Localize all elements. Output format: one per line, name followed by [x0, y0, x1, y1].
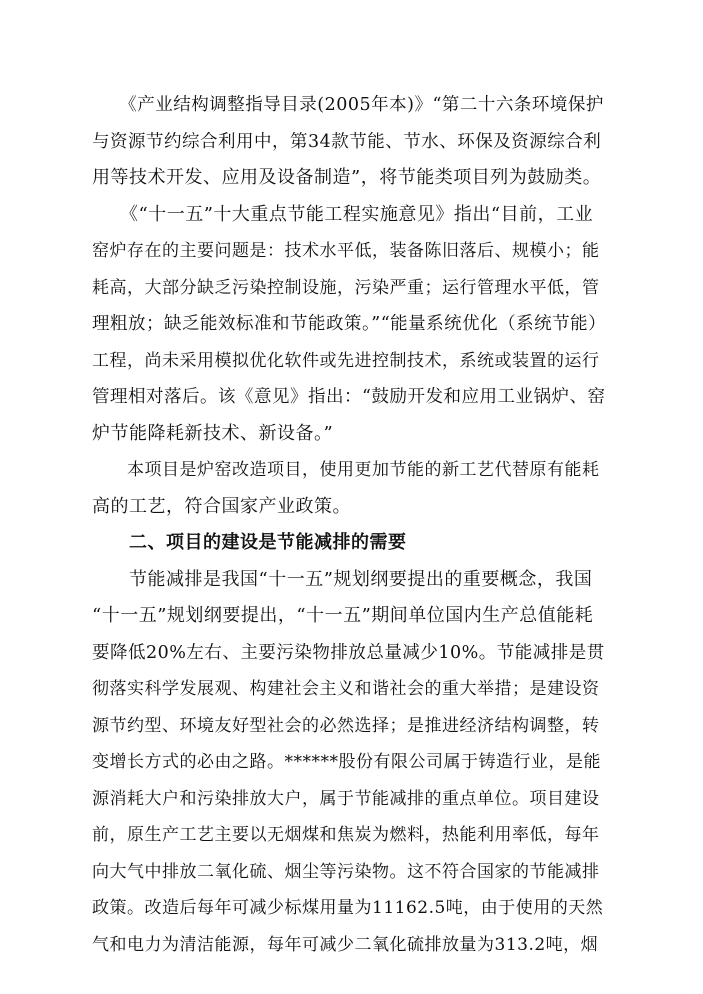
paragraph-line-18: 源节约型、环境友好型社会的必然选择；是推进经济结构调整，转: [92, 716, 600, 736]
paragraph-line-24: 气和电力为清洁能源，每年可减少二氧化硫排放量为313.2吨，烟: [92, 935, 599, 955]
paragraph-line-15: “十一五”规划纲要提出，“十一五”期间单位国内生产总值能耗: [92, 605, 594, 626]
paragraph-line-16: 要降低20%左右、主要污染物排放总量减少10%。节能减排是贯: [92, 643, 605, 663]
paragraph-line-23: 政策。改造后每年可减少标煤用量为11162.5吨，由于使用的天然: [92, 898, 604, 918]
paragraph-line-21: 前，原生产工艺主要以无烟煤和焦炭为燃料，热能利用率低，每年: [92, 825, 600, 845]
paragraph-line-19: 变增长方式的必由之路。******股份有限公司属于铸造行业，是能: [92, 752, 601, 772]
paragraph-line-11: 本项目是炉窑改造项目，使用更加节能的新工艺代替原有能耗: [92, 460, 600, 480]
paragraph-line-6: 耗高，大部分缺乏污染控制设施，污染严重；运行管理水平低，管: [92, 278, 600, 298]
paragraph-line-3: 用等技术开发、应用及设备制造”，将节能类项目列为鼓励类。: [92, 167, 602, 188]
paragraph-line-22: 向大气中排放二氧化硫、烟尘等污染物。这不符合国家的节能减排: [92, 862, 600, 882]
paragraph-line-10: 炉节能降耗新技术、新设备。”: [92, 423, 334, 444]
paragraph-line-5: 窑炉存在的主要问题是：技术水平低，装备陈旧落后、规模小；能: [92, 241, 600, 261]
section-heading: 二、项目的建设是节能减排的需要: [92, 532, 407, 553]
paragraph-line-20: 源消耗大户和污染排放大户，属于节能减排的重点单位。项目建设: [92, 789, 600, 809]
paragraph-line-12: 高的工艺，符合国家产业政策。: [92, 496, 351, 517]
paragraph-line-1: 《产业结构调整指导目录(2005年本)》“第二十六条环境保护: [92, 95, 604, 115]
paragraph-line-9: 管理相对落后。该《意见》指出：“鼓励开发和应用工业锅炉、窑: [92, 387, 606, 407]
paragraph-line-7: 理粗放；缺乏能效标准和节能政策。”“能量系统优化（系统节能）: [92, 314, 607, 334]
paragraph-line-2: 与资源节约综合利用中，第34款节能、节水、环保及资源综合利: [92, 132, 602, 152]
paragraph-line-4: 《“十一五”十大重点节能工程实施意见》指出“目前，工业: [92, 204, 594, 225]
paragraph-line-8: 工程，尚未采用模拟优化软件或先进控制技术，系统或装置的运行: [92, 351, 600, 371]
paragraph-line-17: 彻落实科学发展观、构建社会主义和谐社会的重大举措；是建设资: [92, 679, 600, 699]
paragraph-line-14: 节能减排是我国“十一五”规划纲要提出的重要概念，我国: [92, 569, 593, 590]
